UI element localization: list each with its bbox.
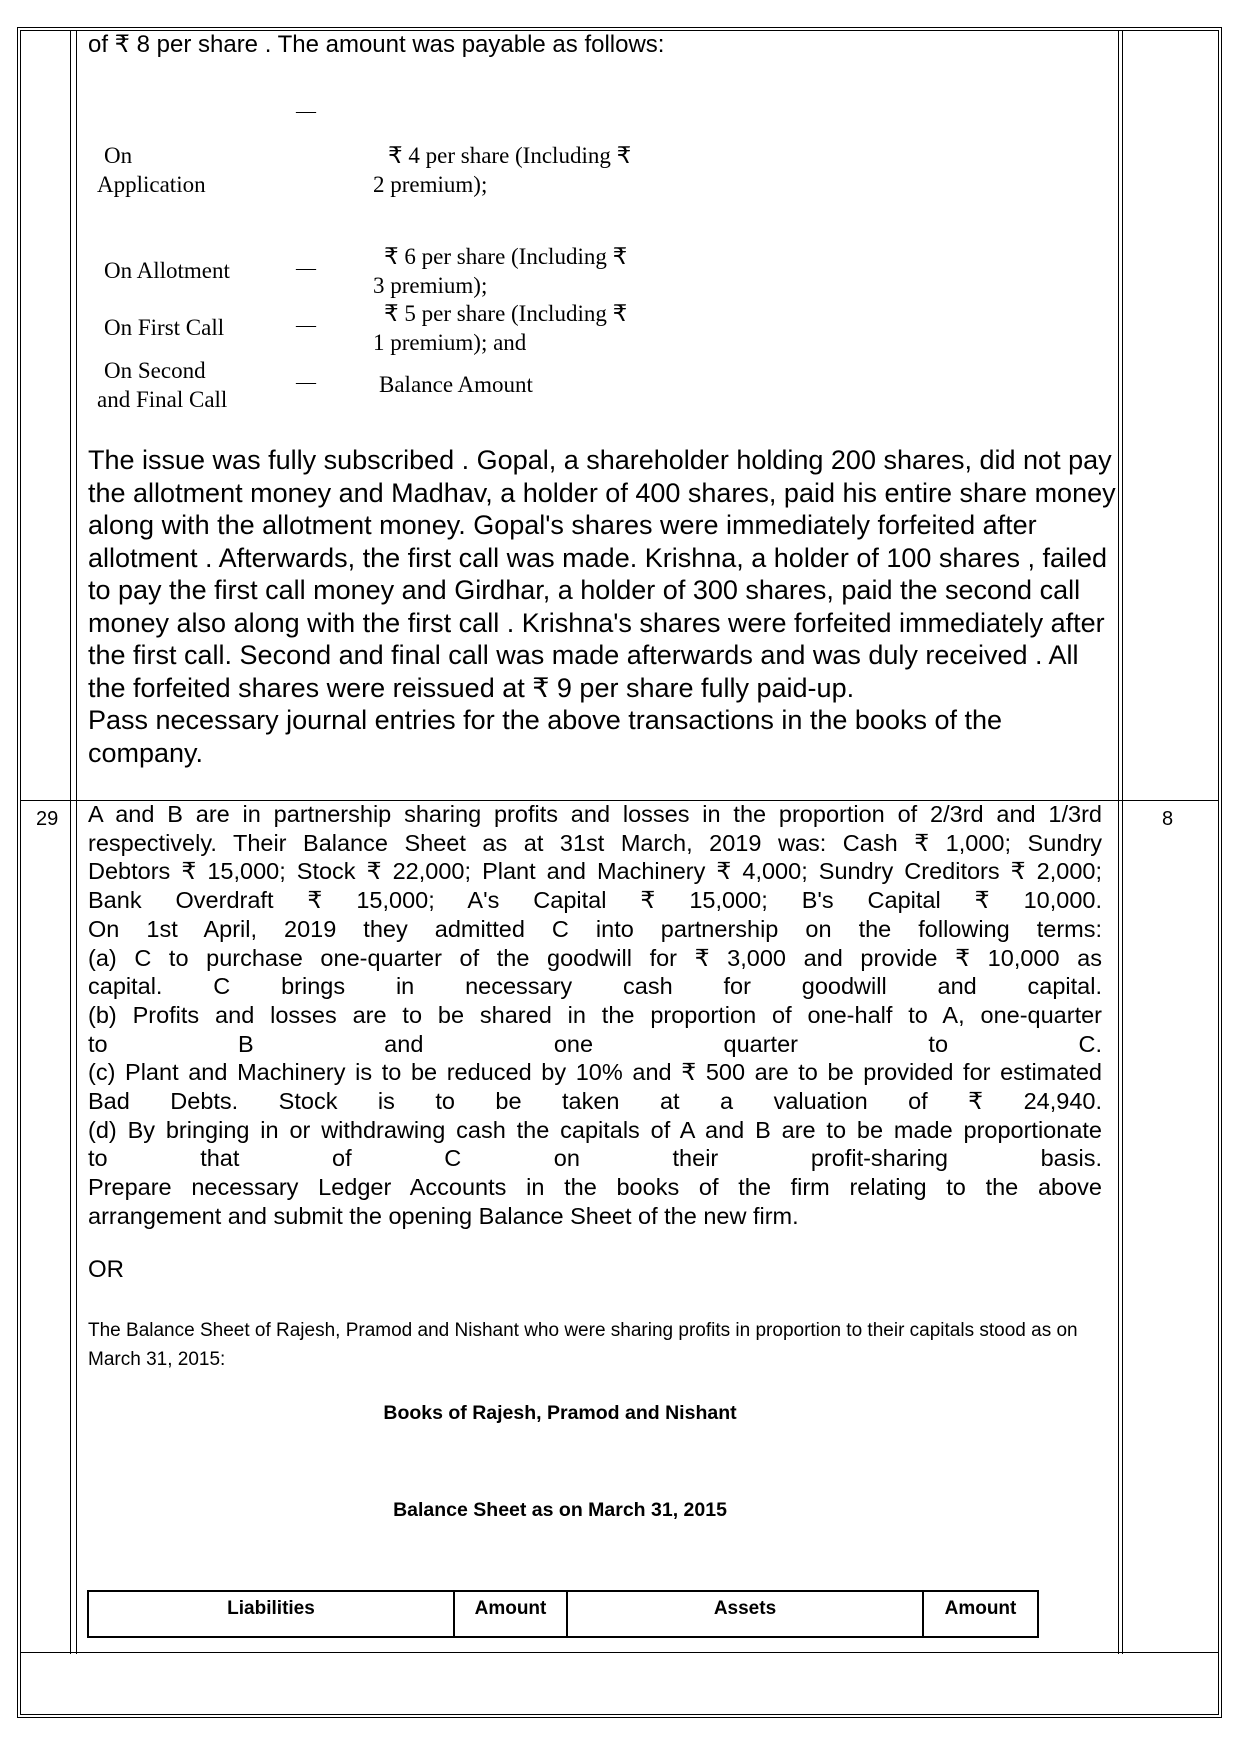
schedule-amount: ₹ 4 per share (Including ₹ [388,143,632,168]
q29-line: (a) C to purchase one-quarter of the goodwill for ₹ 3,000 and provide ₹ 10,000 as [88,944,1102,971]
schedule-label: On Second [104,358,206,383]
alt-intro: The Balance Sheet of Rajesh, Pramod and Nishant who were sharing profits in proportion to their capitals stood as on March 31, 2015: [88,1320,1078,1370]
q29-line: Bad Debts. Stock is to be taken at a valuation of ₹ 24,940. [88,1088,1102,1115]
or-label: OR [88,1256,124,1283]
schedule-label: On [104,143,133,168]
intro-line: of ₹ 8 per share . The amount was payable as follows: [88,31,665,58]
column-divider-marks-double [1122,30,1123,1654]
q29-line: capital. C brings in necessary cash for goodwill and capital. [88,973,1102,1000]
q28-instruction: Pass necessary journal entries for the above transactions in the books of the company. [88,705,1003,768]
schedule-dash: — [296,314,316,336]
column-header-liabilities: Liabilities [88,1591,454,1637]
schedule-amount: 2 premium); [373,172,488,197]
balance-sheet-title: Balance Sheet as on March 31, 2015 [393,1499,727,1521]
q29-body [88,800,1102,1231]
column-header-amount: Amount [923,1591,1038,1637]
schedule-label: Application [97,172,206,197]
schedule-dash: — [296,257,316,279]
q29-line: (d) By bringing in or withdrawing cash the capitals of A and B are to be made proportionate [88,1116,1102,1143]
books-title: Books of Rajesh, Pramod and Nishant [383,1402,737,1424]
schedule-label: On First Call [104,315,225,340]
q28-body [88,444,1118,769]
schedule-amount: ₹ 6 per share (Including ₹ [384,244,628,269]
q29-line: (c) Plant and Machinery is to be reduced by 10% and ₹ 500 are to be provided for estimated [88,1059,1102,1086]
dash-separator: — [296,100,316,122]
table-header-row [88,1591,1038,1637]
schedule-amount: 3 premium); [373,273,488,298]
schedule-label: On Allotment [104,258,230,283]
q29-line: Bank Overdraft ₹ 15,000; A's Capital ₹ 15,000; B's Capital ₹ 10,000. [88,887,1102,914]
q29-line: to B and one quarter to C. [88,1030,1102,1057]
q28-paragraph: The issue was fully subscribed . Gopal, a shareholder holding 200 shares, did not pay the allotment money and Madhav, a holder of 400 shares, paid his entire share money along with the allotment money. Gopal's shares were immediately forfeited after allotment . Afterwards, the first call was made. Krishna, a holder of 100 shares , failed to pay the first call money and Girdhar, a holder of 300 shares, paid the second call money also along with the first call . Krishna's shares were forfeited immediately after the first call. Second and final call was made afterwards and was duly received . All the forfeited shares were reissued at ₹ 9 per share fully paid-up. [88,445,1116,703]
schedule-amount: Balance Amount [379,372,533,397]
q29-line: (b) Profits and losses are to be shared in the proportion of one-half to A, one-quarter [88,1001,1102,1028]
q29-line: arrangement and submit the opening Balance Sheet of the new firm. [88,1202,799,1229]
q29-line: A and B are in partnership sharing profits and losses in the proportion of 2/3rd and 1/3rd [88,801,1102,827]
schedule-dash: — [296,371,316,393]
q29-line: Debtors ₹ 15,000; Stock ₹ 22,000; Plant and Machinery ₹ 4,000; Sundry Creditors ₹ 2,000; [88,858,1102,885]
row-divider-bottom [20,1652,1219,1653]
balance-sheet-table [87,1590,1039,1638]
q29-line: to that of C on their profit-sharing basis. [88,1145,1102,1172]
column-header-assets: Assets [567,1591,923,1637]
q29-line: Prepare necessary Ledger Accounts in the books of the firm relating to the above [88,1174,1102,1201]
q29-line: On 1st April, 2019 they admitted C into partnership on the following terms: [88,915,1102,942]
column-header-amount: Amount [454,1591,567,1637]
q29-line: respectively. Their Balance Sheet as at 31st March, 2019 was: Cash ₹ 1,000; Sundry [88,829,1102,856]
schedule-amount: 1 premium); and [373,330,527,355]
schedule-label: and Final Call [97,387,228,412]
question-marks: 8 [1162,808,1174,830]
question-number: 29 [36,808,59,830]
schedule-amount: ₹ 5 per share (Including ₹ [384,301,628,326]
